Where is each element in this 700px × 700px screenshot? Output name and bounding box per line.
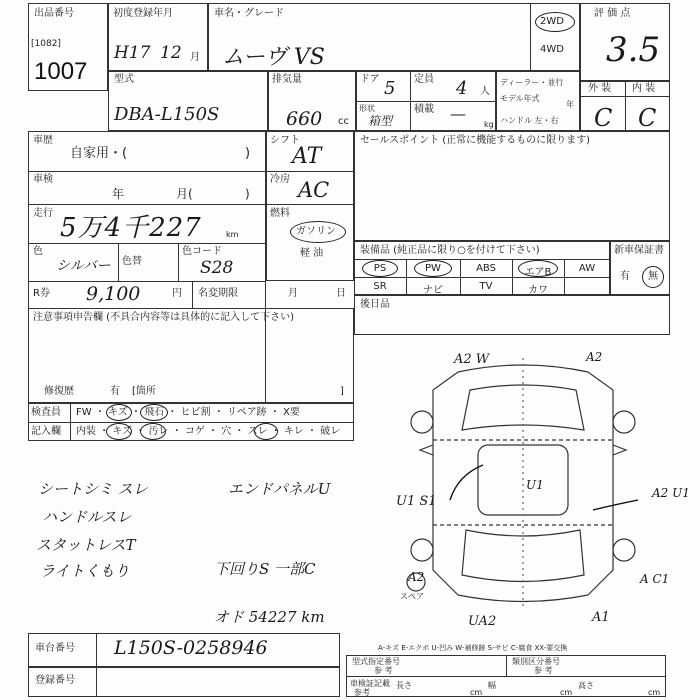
mark-rear-right: A C1: [640, 572, 670, 586]
interior-label: 内 装: [632, 83, 656, 94]
recycle-value: 9,100: [86, 283, 141, 305]
equip-pw-circle: [414, 260, 452, 277]
equip-ps-circle: [362, 260, 398, 277]
drive-4wd: 4WD: [540, 44, 564, 55]
goods-box: [354, 295, 670, 335]
interior-value: C: [638, 104, 657, 132]
notice-label: 注意事項申告欄 (不具合内容等は具体的に記入して下さい): [33, 312, 294, 323]
mileage-value: 5万4千227: [60, 213, 202, 243]
grade-label: 評 価 点: [594, 8, 631, 19]
displacement-value: 660: [286, 108, 323, 130]
history-value: 自家用・(: [70, 146, 128, 161]
equip-leather: カワ: [528, 285, 548, 296]
color-change-label: 色替: [122, 256, 142, 267]
warranty-no-circle: [642, 266, 664, 288]
wheel-front-right: [613, 411, 635, 433]
recycle-label: R券: [33, 288, 50, 299]
type-cert-label: 型式指定番号: [352, 657, 400, 666]
note-left-3: スタットレスT: [36, 536, 136, 554]
model-year-label: モデル年式: [500, 94, 540, 103]
mark-rear-left: A2: [408, 570, 425, 584]
load-label: 積載: [414, 104, 434, 115]
dims-length-unit: cm: [470, 688, 483, 697]
wheel-rear-right: [613, 539, 635, 561]
equip-aw: AW: [578, 263, 596, 274]
color-code-label: 色コード: [182, 246, 222, 257]
load-unit: kg: [484, 120, 494, 129]
equip-navi: ナビ: [423, 285, 443, 296]
first-reg-month: 12: [160, 43, 182, 63]
note-left-2: ハンドルスレ: [42, 508, 132, 526]
mark-front-top: A2 W: [454, 352, 490, 367]
type-label: 型式: [114, 74, 134, 85]
model-year-unit: 年: [566, 100, 574, 109]
equip-pw: PW: [425, 263, 441, 274]
load-value: —: [450, 104, 466, 123]
registration-label: 登録番号: [35, 675, 75, 686]
exterior-value: C: [594, 104, 613, 132]
mileage-label: 走行: [33, 208, 53, 219]
spare-label: スペア: [400, 592, 424, 601]
mark-roof: U1: [526, 478, 544, 492]
ac-value: AC: [298, 178, 330, 202]
first-reg-label: 初度登録年月: [113, 8, 173, 19]
goods-label: 後日品: [360, 299, 390, 310]
mark-left-side: U1 S1: [396, 494, 437, 509]
inspector-interior-row: 内装 ・ キズ ・ 汚レ ・ コゲ ・ 穴 ・ スレ ・ キレ ・ 破レ: [76, 426, 341, 437]
lot-code: [1082]: [31, 39, 61, 49]
drive-2wd-circle: [535, 12, 575, 32]
shift-value: AT: [292, 144, 322, 169]
name-change-month: 月: [288, 288, 298, 299]
repair-label: 修復歴: [44, 386, 74, 397]
shape-value: 箱型: [368, 114, 393, 128]
warranty-no: 無: [648, 271, 658, 282]
displacement-unit: cc: [338, 116, 349, 127]
damage-legend: A-キズ E-エクボ U-凹み W-補修跡 S-サビ C-腐食 XX-要交換: [378, 644, 568, 652]
inspector-label-2: 記入欄: [31, 426, 61, 437]
color-value: シルバー: [56, 258, 111, 274]
history-label: 車歴: [33, 135, 53, 146]
fuel-gasoline: ガソリン: [296, 226, 336, 237]
name-change-label: 名変期限: [198, 288, 238, 299]
dealer-label: ディーラー・並行: [500, 78, 564, 87]
history-close: ): [245, 146, 251, 161]
first-reg-month-unit: 月: [190, 52, 200, 63]
equip-abs: ABS: [476, 263, 496, 274]
exterior-label: 外 装: [588, 83, 612, 94]
sales-point-label: セールスポイント (正常に機能するものに限ります): [360, 135, 591, 146]
doors-label: ドア: [360, 74, 380, 85]
ac-label: 冷房: [270, 174, 290, 185]
wheel-rear-left: [411, 539, 433, 561]
type-value: DBA-L150S: [114, 104, 220, 125]
mark-rear-center: UA2: [468, 614, 497, 629]
capacity-value: 4: [456, 78, 468, 99]
repair-value: 有: [110, 386, 120, 397]
mark-front-right: A2: [586, 350, 603, 364]
warranty-yes: 有: [620, 271, 630, 282]
dims-height: 高さ: [578, 681, 594, 690]
note-left-4: ライトくもり: [40, 562, 130, 580]
color-label: 色: [33, 246, 43, 257]
first-reg-era: H17: [114, 43, 151, 63]
dims-sub: 参考: [354, 688, 370, 697]
color-code-value: S28: [200, 258, 234, 278]
shape-label: 形状: [359, 104, 375, 113]
fuel-diesel: 軽 油: [300, 248, 324, 259]
car-diagram: [388, 350, 658, 620]
mark-right-side: A2 U1: [652, 486, 690, 500]
equipment-label: 装備品 (純正品に限り○を付けて下さい): [360, 245, 540, 256]
mileage-unit: km: [226, 230, 239, 239]
inspector-label-1: 検査員: [31, 407, 61, 418]
displacement-label: 排気量: [272, 74, 302, 85]
lot-number-label: 出品番号: [34, 8, 74, 19]
chassis-label: 車台番号: [35, 643, 75, 654]
inspection-close: ): [245, 187, 250, 201]
chassis-value: L150S-0258946: [114, 637, 268, 659]
recycle-unit: 円: [172, 288, 182, 299]
handle-label: ハンドル 左・右: [500, 116, 559, 125]
note-left-1: シートシミ スレ: [38, 480, 148, 498]
equip-sr: SR: [373, 281, 387, 292]
shift-label: シフト: [270, 135, 300, 146]
note-right-1: エンドパネルU: [228, 480, 331, 498]
wheel-front-left: [411, 411, 433, 433]
odometer-note: オド 54227 km: [214, 608, 325, 626]
name-change-day: 日: [336, 288, 346, 299]
inspector-fw-row: FW ・ キズ ・ 飛石 ・ ヒビ割 ・ リペア跡 ・ X要: [76, 407, 300, 418]
fuel-label: 燃料: [270, 208, 290, 219]
dims-height-unit: cm: [648, 688, 661, 697]
repair-place: [箇所: [132, 386, 156, 397]
class-sub: 参 考: [534, 666, 553, 675]
dims-width: 幅: [488, 681, 496, 690]
dims-length: 長さ: [396, 681, 412, 690]
lot-number: 1007: [34, 58, 88, 85]
warranty-label: 新車保証書: [614, 245, 664, 256]
model-name: ムーヴ VS: [222, 45, 325, 70]
capacity-label: 定員: [414, 74, 434, 85]
class-label: 類別区分番号: [512, 657, 560, 666]
inspection-label: 車検: [33, 174, 53, 185]
capacity-unit: 人: [480, 86, 490, 97]
equip-airbag: エアB: [524, 267, 552, 278]
dims-label: 車検証記載: [350, 679, 390, 688]
equip-ps: PS: [373, 263, 387, 274]
doors-value: 5: [384, 78, 396, 99]
car-rear: [462, 530, 584, 582]
inspection-year: 年: [112, 187, 125, 201]
repair-close: ]: [340, 386, 344, 397]
note-right-2: 下回りS 一部C: [214, 560, 316, 578]
mark-rear-right-2: A1: [592, 610, 610, 625]
model-name-label: 車名・グレード: [214, 8, 284, 19]
dims-width-unit: cm: [560, 688, 573, 697]
type-cert-sub: 参 考: [374, 666, 393, 675]
grade-value: 3.5: [606, 30, 661, 70]
sales-point-box: [354, 131, 670, 241]
equip-airbag-circle: [518, 260, 558, 277]
inspection-month: 月(: [176, 187, 193, 201]
equip-tv: TV: [479, 281, 493, 292]
fuel-gasoline-circle: [290, 221, 346, 243]
drive-2wd: 2WD: [540, 16, 564, 27]
